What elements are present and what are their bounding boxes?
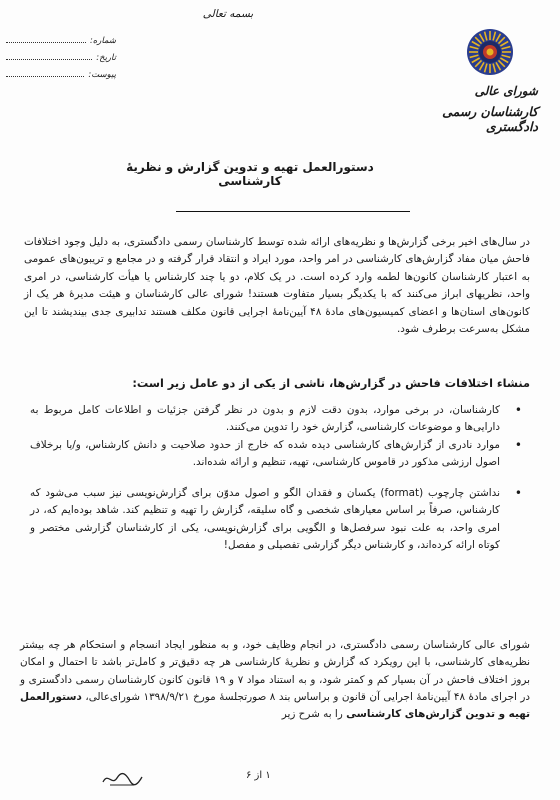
list-item-text: موارد نادری از گزارش‌های کارشناسی دیده شده که خارج از حدود صلاحیت و دانش کارشناس، و/یا برخلاف اصول ارزشی مذکور در قاموس کارشناسی، تهیه، تنظیم و ارائه شده‌اند. xyxy=(30,438,500,468)
organization-name-line2: کارشناسان رسمی دادگستری xyxy=(442,104,538,134)
basmala-heading: بسمه تعالی xyxy=(202,8,254,20)
list-item xyxy=(30,437,526,472)
intro-paragraph: در سال‌های اخیر برخی گزارش‌ها و نظریه‌های ارائه شده توسط کارشناسان رسمی دادگستری، به دلیل وجود اختلافات فاحش میان مفاد گزارش‌های کارشناسی در امر واحد، مورد ایراد و انتقاد قرار گرفته و در مجامع و تریبون‌های عمومی به اعتبار کارشناسان کانون‌ها لطمه وارد کرده است. در یک کلام، دو یا چند کارشناس یا هیأت کارشناسی، در امری واحد، نظریهای ابراز می‌کنند که با یکدیگر بسیار متفاوت هستند! شورای عالی کارشناسان و هیئت مدیرهٔ هر یک از کانون‌های استان‌ها و اعضای کمیسیون‌های مادهٔ ۴۸ آیین‌نامهٔ اجرایی قانون مکلف هستند تدابیری جدی بیندیشند تا این مشکل به‌سرعت برطرف شود. xyxy=(24,236,530,336)
closing-bold-text: دستورالعمل تهیه و تدوین گزارش‌های کارشناسی xyxy=(20,690,530,721)
meta-number-label: شماره: xyxy=(89,35,116,46)
bullet-dot-icon: • xyxy=(514,486,522,501)
meta-attachment-row xyxy=(6,62,116,79)
causes-list xyxy=(30,402,526,566)
meta-date-dots xyxy=(6,59,92,60)
meta-attachment-dots xyxy=(6,76,84,77)
list-item xyxy=(30,402,526,437)
meta-number-row xyxy=(6,28,116,45)
bullet-dot-icon: • xyxy=(514,437,522,452)
organization-name-line1: شورای عالی xyxy=(474,84,538,98)
list-item xyxy=(30,485,526,554)
meta-date-label: تاریخ: xyxy=(96,52,116,63)
signature-icon xyxy=(100,768,144,790)
section-subheading: منشاء اختلافات فاحش در گزارش‌ها، ناشی از یکی از دو عامل زیر است: xyxy=(132,377,530,390)
bullet-dot-icon: • xyxy=(514,403,522,417)
letter-meta-fields xyxy=(6,28,116,79)
intro-section xyxy=(24,234,530,338)
meta-date-row xyxy=(6,45,116,62)
list-item-text: کارشناسان، در برخی موارد، بدون دقت لازم و بدون در نظر گرفتن جزئیات و اطلاعات کامل مربوط به دارایی‌ها و موضوعات کارشناسی، گزارش خود را تدوین می‌کنند. xyxy=(30,404,500,434)
list-item-text: نداشتن چارچوب (format) یکسان و فقدان الگو و اصول مدوّن برای گزارش‌نویسی نیز سبب می‌شود که کارشناس، صرفاً بر اساس معیارهای شخصی و گاه سلیقه، گزارش را تهیه و تنظیم کند. شاهد بوده‌ایم که، در امری واحد، به علت نبود سرفصل‌ها و الگویی برای گزارش‌نویسی، یکی از کارشناسان گزارشی مختصر و کوتاه ارائه کرده‌اند، و کارشناس دیگر گزارشی تفصیلی و مفصل! xyxy=(30,487,500,552)
organization-name xyxy=(398,84,538,134)
meta-attachment-label: پیوست: xyxy=(88,69,116,80)
page-number: ۱ از ۶ xyxy=(246,770,271,781)
organization-logo-icon xyxy=(466,28,514,76)
closing-text-part1: شورای عالی کارشناسان رسمی دادگستری، در انجام وظایف خود، و به منظور ایجاد انسجام و استحکام هر چه بیشتر نظریه‌های کارشناسی، با این رویکرد که گزارش و نظریهٔ کارشناسی هر چه دقیق‌تر و کامل‌تر باشد تا احتمال و امکان بروز اختلاف فاحش در آن بسیار کم و کمتر شود، و به استناد مواد ۷ و ۱۹ قانون کانون کارشناسان رسمی دادگستری و در اجرای مادهٔ ۴۸ آیین‌نامهٔ اجرایی آن قانون و براساس بند ۸ صورتجلسهٔ مورخ ۱۳۹۸/۹/۲۱ شورای‌عالی، xyxy=(20,639,531,703)
closing-text-part2: را به شرح زیر xyxy=(281,708,347,721)
title-divider xyxy=(176,211,410,212)
document-title: دستورالعمل تهیه و تدوین گزارش و نظریهٔ کارشناسی xyxy=(126,160,374,188)
meta-number-dots xyxy=(6,42,86,43)
closing-paragraph xyxy=(20,637,530,723)
